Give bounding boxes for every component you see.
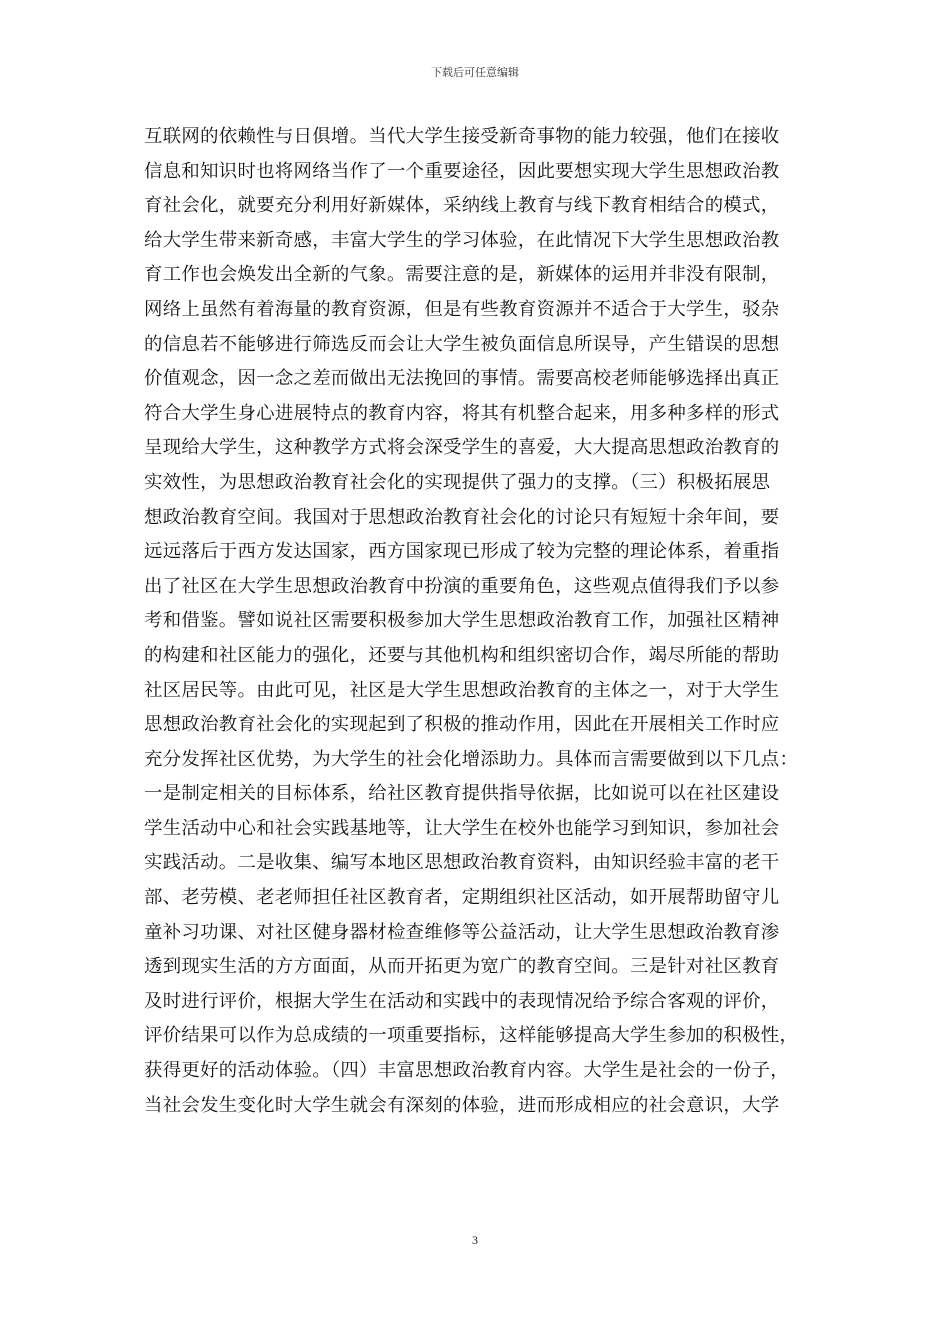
- text-line: 实效性，为思想政治教育社会化的实现提供了强力的支撑。（三）积极拓展思: [144, 471, 771, 493]
- text-line: 考和借鉴。譬如说社区需要积极参加大学生思想政治教育工作，加强社区精神: [144, 610, 780, 632]
- text-line: 互联网的依赖性与日俱增。当代大学生接受新奇事物的能力较强，他们在接收: [144, 126, 780, 147]
- text-line: 部、老劳模、老老师担任社区教育者，定期组织社区活动，如开展帮助留守儿: [144, 887, 780, 909]
- text-line: 社区居民等。由此可见，社区是大学生思想政治教育的主体之一，对于大学生: [144, 679, 780, 701]
- text-line: 一是制定相关的目标体系，给社区教育提供指导依据，比如说可以在社区建设: [144, 783, 780, 805]
- text-line: 及时进行评价，根据大学生在活动和实践中的表现情况给予综合客观的评价，: [144, 990, 780, 1012]
- text-line: 信息和知识时也将网络当作了一个重要途径，因此要想实现大学生思想政治教: [144, 160, 780, 182]
- text-line: 思想政治教育社会化的实现起到了积极的推动作用，因此在开展相关工作时应: [144, 714, 780, 736]
- text-line: 学生活动中心和社会实践基地等，让大学生在校外也能学习到知识，参加社会: [144, 817, 780, 839]
- text-line: 网络上虽然有着海量的教育资源，但是有些教育资源并不适合于大学生，驳杂: [144, 298, 780, 320]
- page-number: 3: [472, 1233, 478, 1247]
- page-header: 下载后可任意编辑: [431, 66, 519, 79]
- text-line: 透到现实生活的方方面面，从而开拓更为宽广的教育空间。三是针对社区教育: [144, 956, 780, 978]
- text-line: 符合大学生身心进展特点的教育内容，将其有机整合起来，用多种多样的形式: [144, 402, 780, 424]
- text-line: 呈现给大学生，这种教学方式将会深受学生的喜爱，大大提高思想政治教育的: [144, 437, 780, 459]
- text-line: 出了社区在大学生思想政治教育中扮演的重要角色，这些观点值得我们予以参: [144, 575, 780, 597]
- text-line: 评价结果可以作为总成绩的一项重要指标，这样能够提高大学生参加的积极性，: [144, 1025, 799, 1047]
- text-line: 想政治教育空间。我国对于思想政治教育社会化的讨论只有短短十余年间，要: [144, 506, 780, 528]
- text-line: 的构建和社区能力的强化，还要与其他机构和组织密切合作，竭尽所能的帮助: [144, 644, 780, 666]
- text-line: 的信息若不能够进行筛选反而会让大学生被负面信息所误导，产生错误的思想: [144, 333, 780, 355]
- text-line: 给大学生带来新奇感，丰富大学生的学习体验，在此情况下大学生思想政治教: [144, 229, 780, 251]
- body-text: [144, 120, 808, 1123]
- text-line: 充分发挥社区优势，为大学生的社会化增添助力。具体而言需要做到以下几点：: [144, 748, 799, 770]
- text-line: 当社会发生变化时大学生就会有深刻的体验，进而形成相应的社会意识，大学: [144, 1094, 780, 1116]
- text-line: 童补习功课、对社区健身器材检查维修等公益活动，让大学生思想政治教育渗: [144, 921, 780, 943]
- text-line: 获得更好的活动体验。（四）丰富思想政治教育内容。大学生是社会的一份子，: [144, 1060, 789, 1082]
- text-line: 价值观念，因一念之差而做出无法挽回的事情。需要高校老师能够选择出真正: [144, 368, 780, 390]
- text-line: 育社会化，就要充分利用好新媒体，采纳线上教育与线下教育相结合的模式，: [144, 195, 780, 217]
- text-line: 育工作也会焕发出全新的气象。需要注意的是，新媒体的运用并非没有限制，: [144, 264, 780, 286]
- text-line: 实践活动。二是收集、编写本地区思想政治教育资料，由知识经验丰富的老干: [144, 852, 780, 874]
- text-line: 远远落后于西方发达国家，西方国家现已形成了较为完整的理论体系，着重指: [144, 541, 780, 563]
